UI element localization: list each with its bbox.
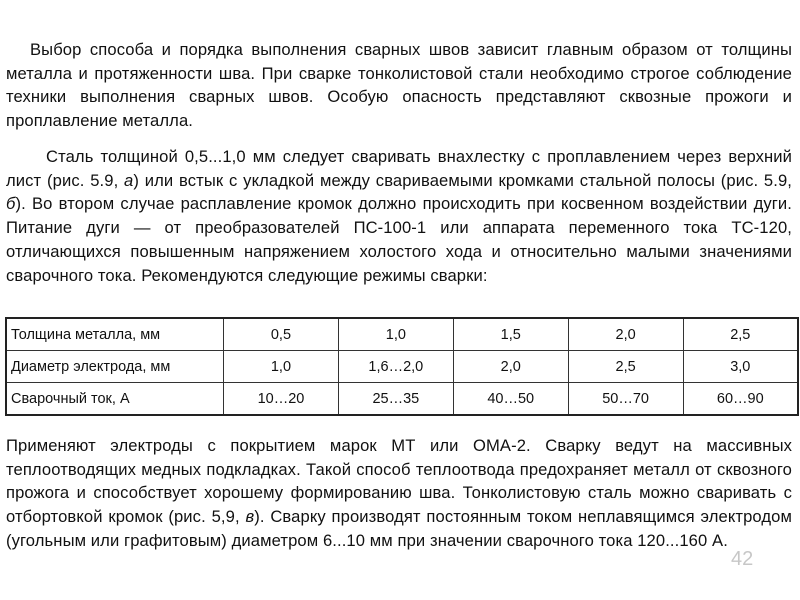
table-row-current	[6, 383, 798, 416]
paragraph-thin-steel-text-1: Сталь толщиной 0,5...1,0 мм следует сваривать внахлестку с проплавлением через верхний лист (рис. 5.9,	[6, 147, 792, 190]
welding-modes-table	[5, 317, 799, 416]
row-label: Толщина металла, мм	[6, 318, 224, 351]
figure-ref-a: а	[124, 170, 134, 190]
table-cell: 3,0	[683, 351, 798, 383]
paragraph-electrodes-text-1: Применяют электроды с покрытием марок МТ или ОМА-2. Сварку ведут на массивных теплоотводящих медных подкладках. Такой способ теплоотвода предохраняет металл от сквозного прожога и способствует хорошему формированию шва. Тонколистовую сталь можно сваривать с отбортовкой кромок (рис. 5,9,	[6, 436, 792, 527]
paragraph-electrodes-text-2: ). Сварку производят постоянным током неплавящимся электродом (угольным или графитовым) диаметром 6...10 мм при значении сварочного тока 120...160 А.	[6, 507, 792, 550]
table-cell: 2,5	[683, 318, 798, 351]
row-label: Сварочный ток, А	[6, 383, 224, 416]
table-cell: 2,5	[568, 351, 683, 383]
table-row-thickness	[6, 318, 798, 351]
table-cell: 50…70	[568, 383, 683, 416]
row-label: Диаметр электрода, мм	[6, 351, 224, 383]
table-cell: 1,0	[224, 351, 339, 383]
table-row-electrode	[6, 351, 798, 383]
paragraph-thin-steel-text-3: ). Во втором случае расплавление кромок должно происходить при косвенном воздействии дуги. Питание дуги — от преобразователей ПС-100-1 или аппарата переменного тока ТС-120, отличающихся повышенным напряжением холостого хода и относительно малыми значениями сварочного тока. Рекомендуются следующие режимы сварки:	[6, 194, 792, 285]
table-cell: 10…20	[224, 383, 339, 416]
table-cell: 0,5	[224, 318, 339, 351]
paragraph-intro: Выбор способа и порядка выполнения сварных швов зависит главным образом от толщины металла и протяженности шва. При сварке тонколистовой стали необходимо строгое соблюдение техники выполнения сварных швов. Особую опасность представляют сквозные прожоги и проплавление металла.	[6, 40, 792, 131]
table-cell: 2,0	[568, 318, 683, 351]
figure-ref-b: б	[6, 194, 16, 214]
table-cell: 60…90	[683, 383, 798, 416]
table-cell: 1,0	[338, 318, 453, 351]
paragraph-thin-steel	[6, 145, 792, 287]
paragraph-thin-steel-text-2: ) или встык с укладкой между свариваемыми кромками стальной полосы (рис. 5.9,	[133, 170, 793, 190]
table-cell: 1,6…2,0	[338, 351, 453, 383]
table-cell: 25…35	[338, 383, 453, 416]
table-cell: 40…50	[453, 383, 568, 416]
table-cell: 1,5	[453, 318, 568, 351]
table-cell: 2,0	[453, 351, 568, 383]
figure-ref-v: в	[245, 507, 255, 527]
paragraph-electrodes	[6, 434, 792, 553]
page-number: 42	[731, 548, 754, 570]
